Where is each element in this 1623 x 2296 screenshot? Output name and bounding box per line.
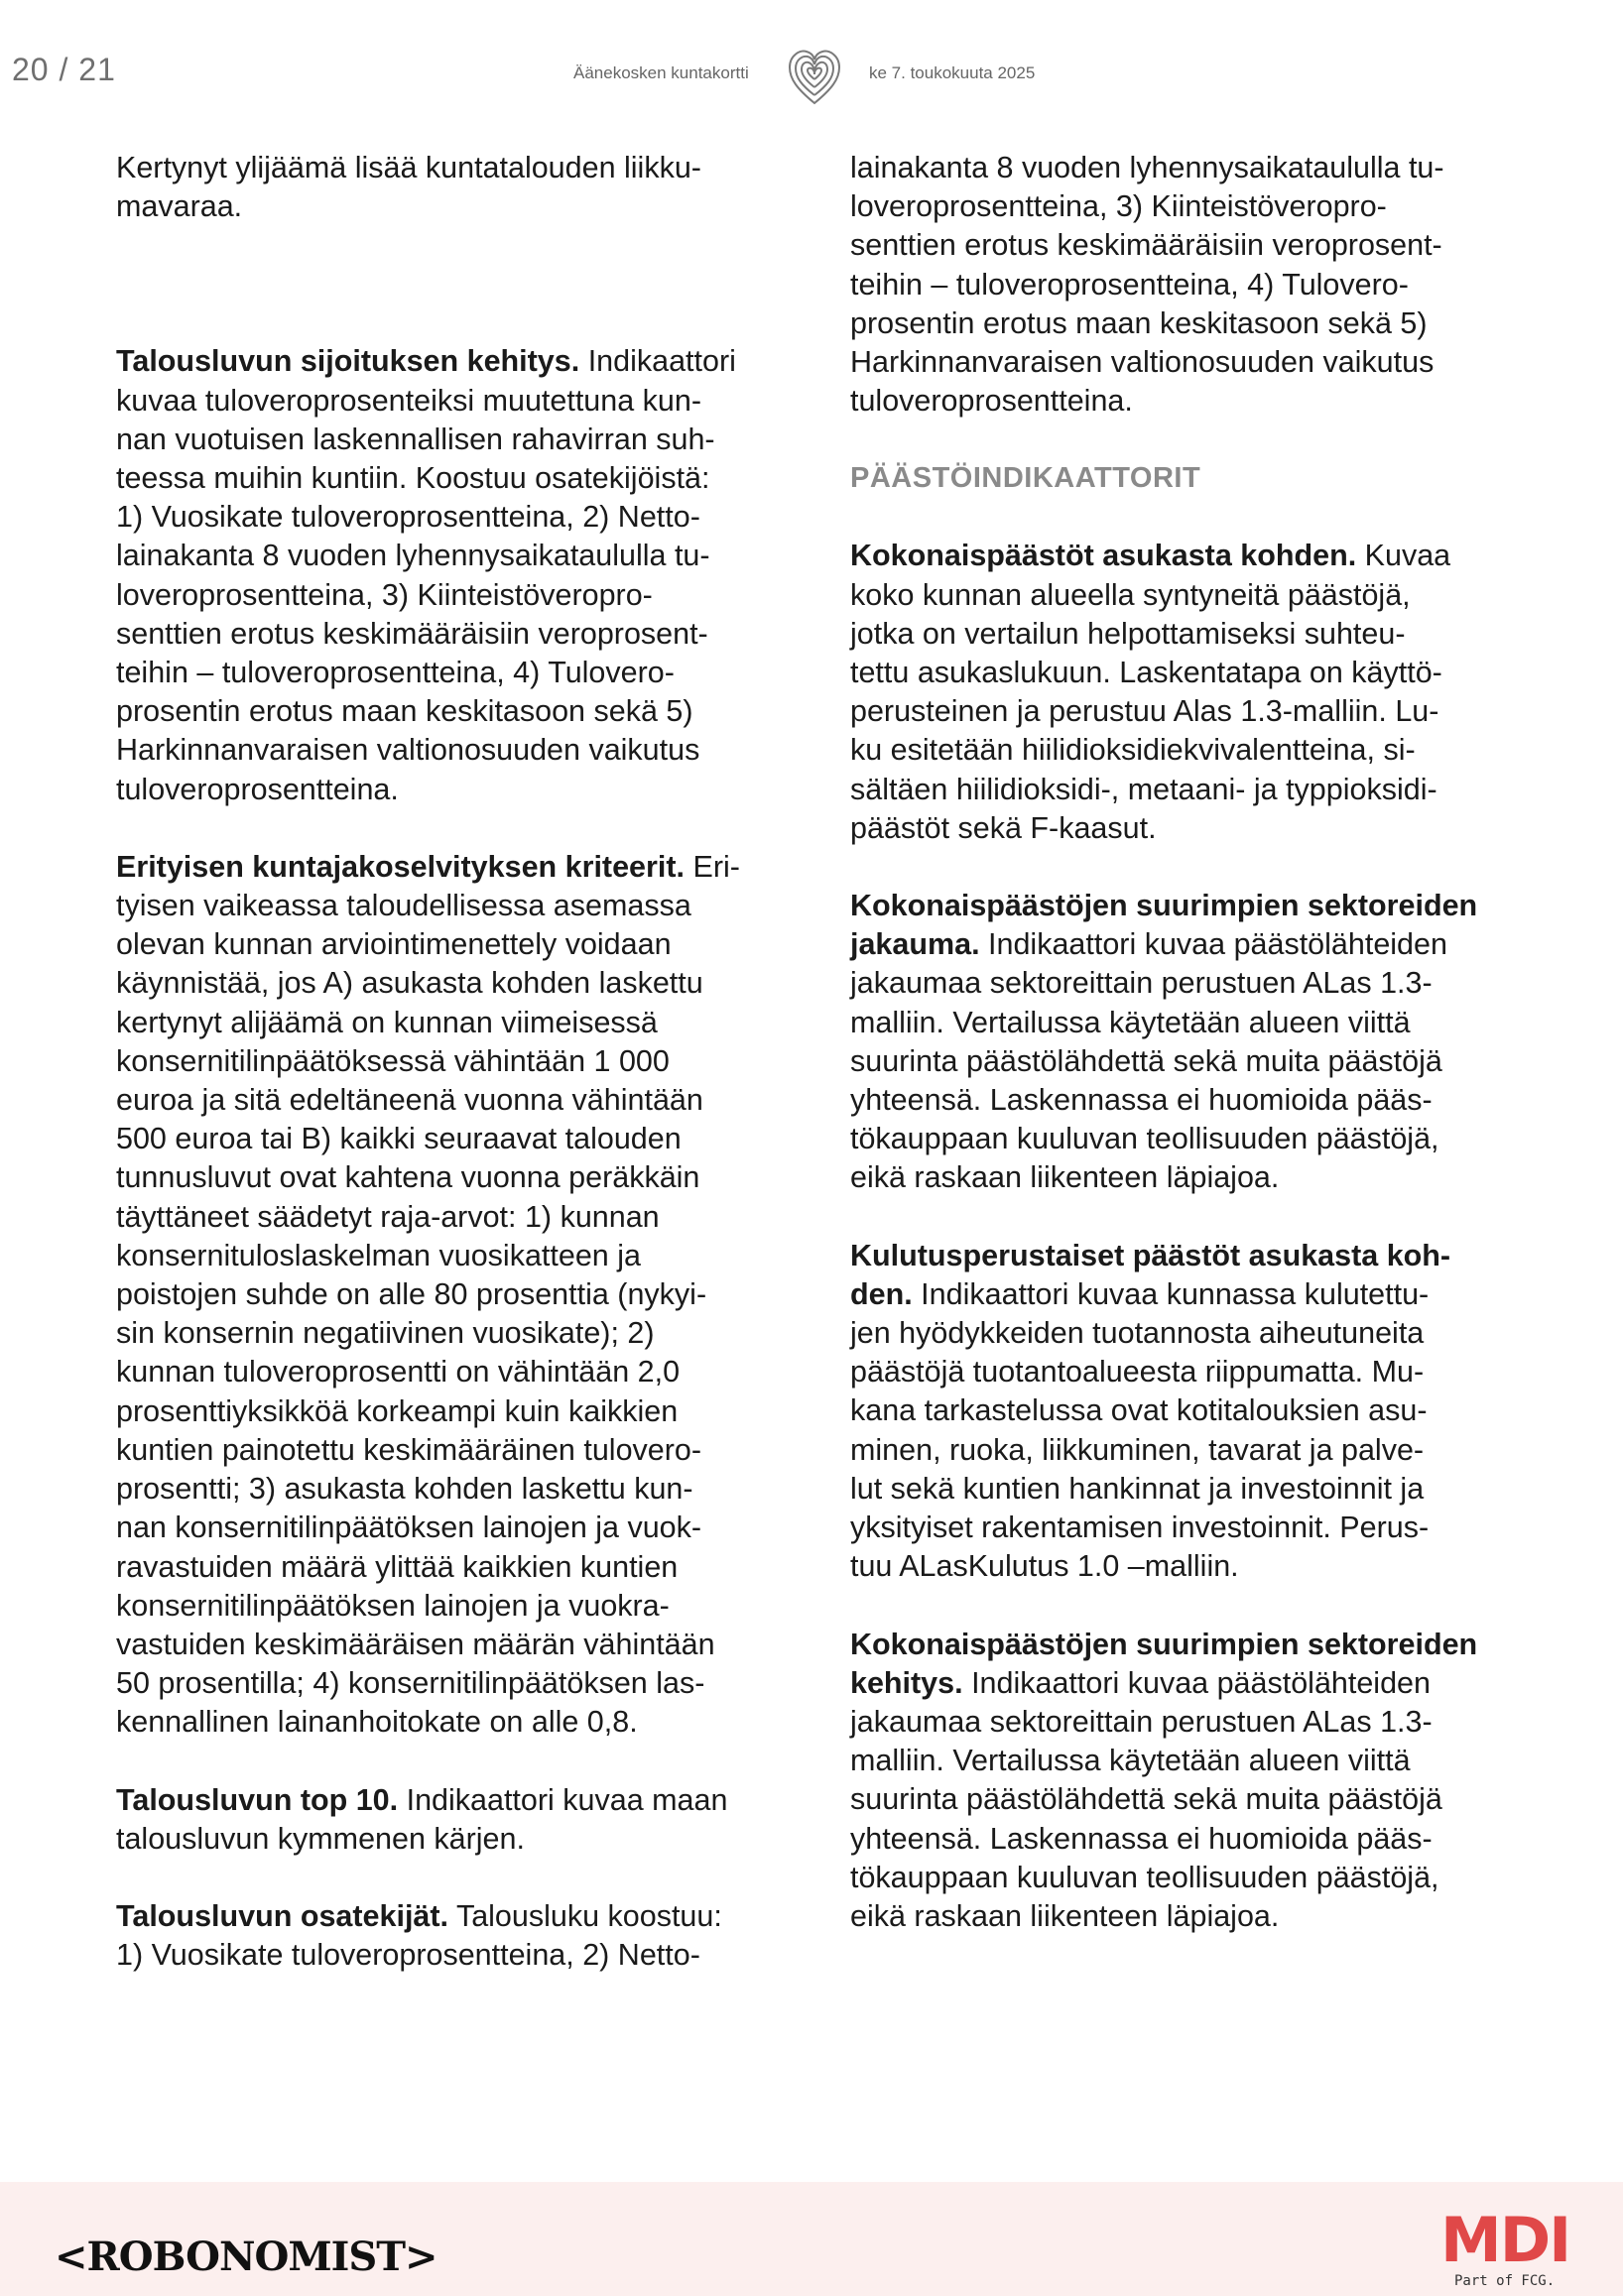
text-line: nan vuotuisen laskennallisen rahavirran suh- <box>116 422 715 456</box>
text-line: 500 euroa tai B) kaikki seuraavat talouden <box>116 1122 682 1156</box>
text-line: tökauppaan kuuluvan teollisuuden päästöjä, <box>850 1122 1439 1156</box>
text-line: kuvaa tuloveroprosenteiksi muutettuna kun- <box>116 383 701 418</box>
mdi-logo: MDI <box>1440 2204 1570 2276</box>
text-line: tökauppaan kuuluvan teollisuuden päästöjä, <box>850 1860 1439 1894</box>
text-line: lut sekä kuntien hankinnat ja investoinnit ja <box>850 1471 1425 1506</box>
text-line: jen hyödykkeiden tuotannosta aiheutuneita <box>850 1316 1425 1351</box>
text-line: malliin. Vertailussa käytetään alueen viittä <box>850 1744 1411 1778</box>
text-line: 50 prosentilla; 4) konsernitilinpäätöksen las- <box>116 1666 705 1701</box>
text-line: talousluvun kymmenen kärjen. <box>116 1821 525 1856</box>
paragraph-lead: Kokonaispäästöt asukasta kohden. <box>850 539 1357 573</box>
paragraph-consumption-emissions <box>850 1237 1505 1587</box>
section-heading: PÄÄSTÖINDIKAATTORIT <box>850 462 1201 495</box>
text-line: yhteensä. Laskennassa ei huomioida pääs- <box>850 1083 1433 1118</box>
text-line: tunnusluvut ovat kahtena vuonna peräkkäin <box>116 1160 700 1195</box>
text-line: loveroprosentteina, 3) Kiinteistöveropro- <box>850 189 1387 224</box>
paragraph-total-emissions <box>850 537 1505 848</box>
text-line: käynnistää, jos A) asukasta kohden laskettu <box>116 966 703 1001</box>
text-line: 1) Vuosikate tuloveroprosentteina, 2) Netto- <box>116 1938 700 1973</box>
text-line: kana tarkastelussa ovat kotitalouksien asu- <box>850 1393 1428 1428</box>
left-column <box>116 149 771 2013</box>
text-line: tuu ALasKulutus 1.0 –malliin. <box>850 1549 1239 1584</box>
text-line: nan konsernitilinpäätöksen lainojen ja vuok- <box>116 1511 702 1545</box>
text-line: kennallinen lainanhoitokate on alle 0,8. <box>116 1705 638 1740</box>
text-line: Harkinnanvaraisen valtionosuuden vaikutus <box>116 733 700 768</box>
text-line: ravastuiden määrä ylittää kaikkien kuntien <box>116 1549 679 1584</box>
text-line: Talousluku koostuu: <box>448 1898 722 1933</box>
text-line: prosentin erotus maan keskitasoon sekä 5) <box>116 694 693 729</box>
text-line: mavaraa. <box>116 189 243 224</box>
text-line: Kertynyt ylijäämä lisää kuntatalouden liikku- <box>116 151 701 184</box>
paragraph-lead: den. <box>850 1276 913 1311</box>
paragraph-lead: jakauma. <box>850 927 980 962</box>
text-line: loveroprosentteina, 3) Kiinteistöveropro- <box>116 577 653 612</box>
paragraph-ranking-development <box>116 342 771 808</box>
text-line: koko kunnan alueella syntyneitä päästöjä, <box>850 577 1411 612</box>
text-line: konsernituloslaskelman vuosikatteen ja <box>116 1238 641 1272</box>
text-line: tettu asukaslukuun. Laskentatapa on käyttö- <box>850 656 1442 690</box>
text-line: eikä raskaan liikenteen läpiajoa. <box>850 1160 1280 1195</box>
paragraph-lead: Talousluvun osatekijät. <box>116 1898 449 1933</box>
robonomist-logo: <ROBONOMIST> <box>55 2234 437 2280</box>
text-line: yhteensä. Laskennassa ei huomioida pääs- <box>850 1821 1433 1856</box>
text-line: tuloveroprosentteina. <box>116 772 399 806</box>
paragraph-sector-development <box>850 1626 1505 1937</box>
page-footer <box>0 2182 1623 2296</box>
paragraph-lead: Kokonaispäästöjen suurimpien sektoreiden <box>850 1627 1478 1661</box>
text-line: Indikaattori kuvaa maan <box>398 1782 728 1817</box>
text-line: Kuvaa <box>1356 539 1451 573</box>
text-line: euroa ja sitä edeltäneenä vuonna vähintään <box>116 1083 703 1118</box>
text-line: Indikaattori <box>579 344 736 379</box>
text-line: jakaumaa sektoreittain perustuen ALas 1.3- <box>850 966 1433 1001</box>
text-line: konsernitilinpäätöksen lainojen ja vuokra- <box>116 1588 670 1623</box>
text-line: päästöt sekä F-kaasut. <box>850 810 1157 845</box>
text-line: prosentti; 3) asukasta kohden laskettu kun- <box>116 1472 693 1507</box>
text-line: malliin. Vertailussa käytetään alueen viittä <box>850 1005 1411 1039</box>
text-line: Indikaattori kuvaa kunnassa kulutettu- <box>912 1276 1430 1311</box>
text-line: olevan kunnan arviointimenettely voidaan <box>116 927 672 962</box>
text-line: konsernitilinpäätöksessä vähintään 1 000 <box>116 1043 670 1078</box>
text-line: kuntien painotettu keskimääräinen tulovero- <box>116 1432 702 1467</box>
page-header <box>0 0 1623 149</box>
paragraph-lead: Erityisen kuntajakoselvityksen kriteerit. <box>116 849 685 884</box>
text-line: Eri- <box>685 849 740 884</box>
text-line: vastuiden keskimääräisen määrän vähintään <box>116 1627 715 1661</box>
text-line: 1) Vuosikate tuloveroprosentteina, 2) Netto- <box>116 500 700 535</box>
text-line: kunnan tuloveroprosentti on vähintään 2,0 <box>116 1355 681 1390</box>
text-line: senttien erotus keskimääräisiin veroprosent- <box>850 228 1442 263</box>
paragraph-lead: Talousluvun top 10. <box>116 1782 399 1817</box>
text-line: suurinta päästölähdettä sekä muita päästöjä <box>850 1043 1442 1078</box>
document-title: Äänekosken kuntakortti <box>573 63 749 82</box>
paragraph-components <box>116 1897 771 1975</box>
paragraph-lead: Kokonaispäästöjen suurimpien sektoreiden <box>850 889 1478 923</box>
fingerprint-heart-icon <box>784 44 845 109</box>
text-line: sältäen hiilidioksidi-, metaani- ja typpioksidi- <box>850 772 1437 806</box>
paragraph-lead: Kulutusperustaiset päästöt asukasta koh- <box>850 1238 1451 1272</box>
paragraph-sector-distribution <box>850 887 1505 1198</box>
text-line: Indikaattori kuvaa päästölähteiden <box>979 927 1447 962</box>
paragraph-components-continued <box>850 149 1505 421</box>
text-line: poistojen suhde on alle 80 prosenttia (nykyi- <box>116 1277 707 1312</box>
paragraph-top-10 <box>116 1781 771 1859</box>
text-line: teihin – tuloveroprosentteina, 4) Tulovero- <box>850 267 1409 302</box>
text-line: senttien erotus keskimääräisiin veroprosent- <box>116 616 708 651</box>
mdi-logo-subtitle: Part of FCG. <box>1454 2273 1556 2289</box>
paragraph-surplus <box>116 149 771 226</box>
text-line: teihin – tuloveroprosentteina, 4) Tulovero- <box>116 656 675 690</box>
text-line: päästöjä tuotantoalueesta riippumatta. Mu- <box>850 1355 1425 1390</box>
right-column <box>850 149 1505 1975</box>
paragraph-lead: kehitys. <box>850 1665 963 1700</box>
text-line: prosentin erotus maan keskitasoon sekä 5) <box>850 305 1428 340</box>
text-line: tyisen vaikeassa taloudellisessa asemassa <box>116 889 691 923</box>
text-line: minen, ruoka, liikkuminen, tavarat ja palve- <box>850 1432 1425 1467</box>
text-line: Indikaattori kuvaa päästölähteiden <box>962 1665 1431 1700</box>
text-line: teessa muihin kuntiin. Koostuu osatekijöistä: <box>116 461 710 496</box>
text-line: tuloveroprosentteina. <box>850 384 1133 419</box>
text-line: Harkinnanvaraisen valtionosuuden vaikutus <box>850 345 1435 380</box>
text-line: lainakanta 8 vuoden lyhennysaikataululla tu- <box>116 539 710 573</box>
text-line: perusteinen ja perustuu Alas 1.3-malliin. Lu- <box>850 694 1439 729</box>
text-line: prosenttiyksikköä korkeampi kuin kaikkien <box>116 1393 679 1428</box>
page-number: 20 / 21 <box>12 52 116 87</box>
text-line: lainakanta 8 vuoden lyhennysaikataululla tu- <box>850 151 1444 184</box>
text-line: täyttäneet säädetyt raja-arvot: 1) kunnan <box>116 1199 660 1234</box>
text-line: suurinta päästölähdettä sekä muita päästöjä <box>850 1782 1442 1817</box>
document-date: ke 7. toukokuuta 2025 <box>869 63 1036 82</box>
paragraph-special-review-criteria <box>116 848 771 1743</box>
text-line: jakaumaa sektoreittain perustuen ALas 1.3- <box>850 1704 1433 1739</box>
text-line: sin konsernin negatiivinen vuosikate); 2) <box>116 1316 655 1351</box>
paragraph-lead: Talousluvun sijoituksen kehitys. <box>116 344 580 379</box>
text-line: jotka on vertailun helpottamiseksi suhteu- <box>850 616 1406 651</box>
text-line: eikä raskaan liikenteen läpiajoa. <box>850 1898 1280 1933</box>
text-line: yksityiset rakentamisen investoinnit. Perus- <box>850 1511 1430 1545</box>
text-line: ku esitetään hiilidioksidiekvivalentteina, si- <box>850 733 1416 768</box>
text-line: kertynyt alijäämä on kunnan viimeisessä <box>116 1005 658 1039</box>
